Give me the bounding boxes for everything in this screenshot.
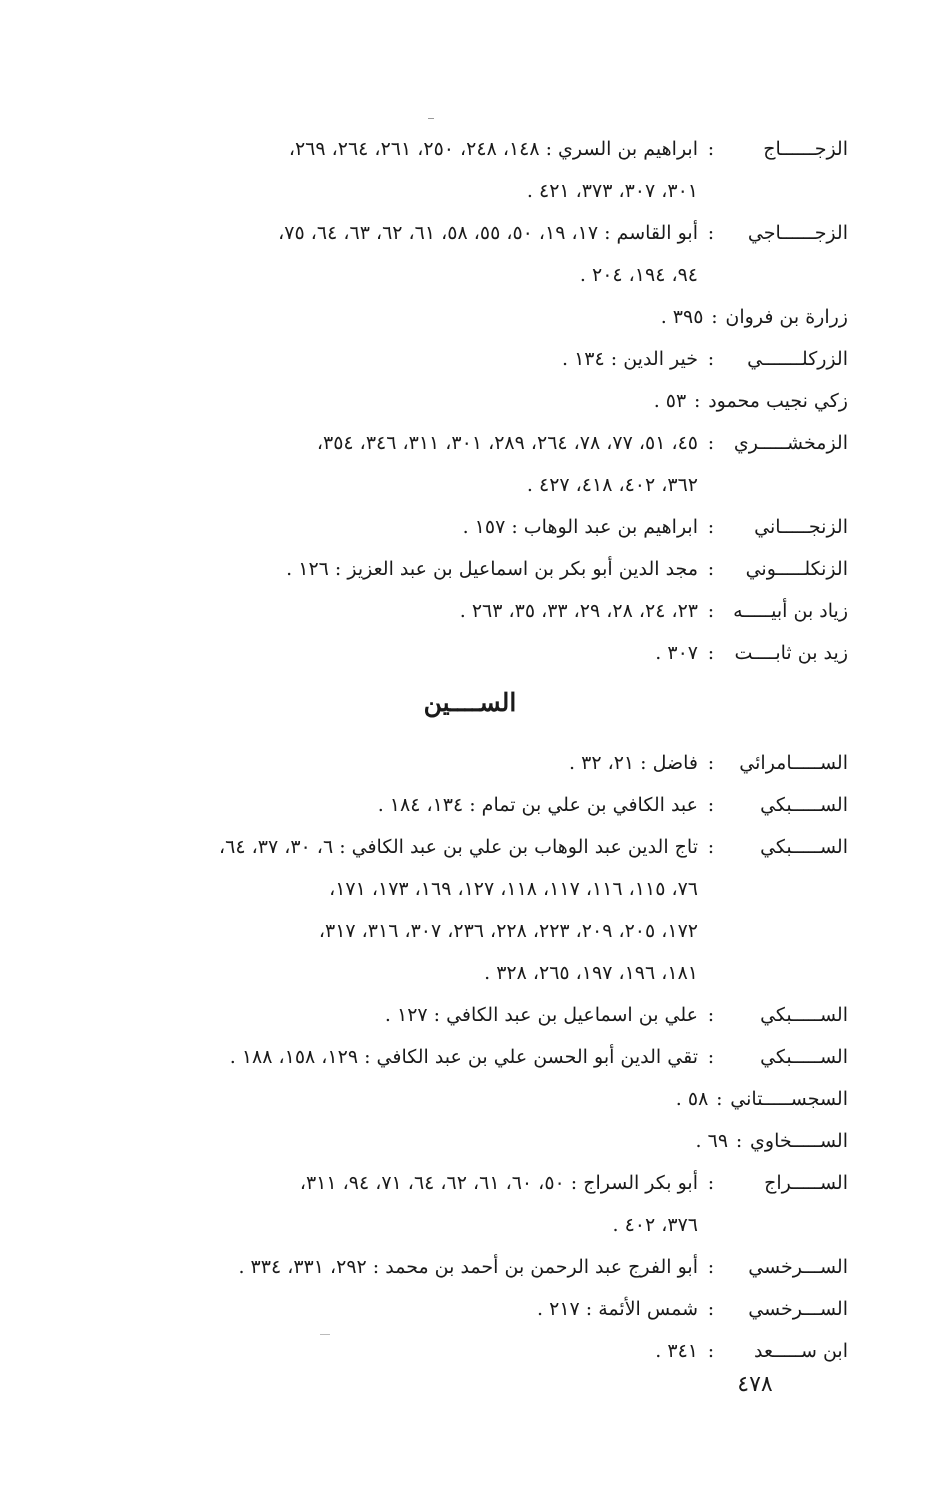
entry-name: الســـــامرائي [739,752,848,774]
index-entry [88,1036,848,1078]
entry-references [88,590,698,632]
entry-name: الزجــــــاجي [747,222,848,244]
index-section-seen [88,742,848,1372]
entry-line: ١٧٢، ٢٠٥، ٢٠٩، ٢٢٣، ٢٢٨، ٢٣٦، ٣٠٧، ٣١٦، ٣١٧، [318,920,698,942]
entry-name: الســـــبكي [760,1004,848,1026]
index-entry [88,506,848,548]
entry-name: الزنجـــــاني [754,516,848,538]
entry-line: ٦٩ . [695,1130,729,1152]
entry-line: ٩٤، ١٩٤، ٢٠٤ . [579,264,698,286]
entry-colon: : [707,1046,715,1068]
entry-name: الســـــبكي [760,836,848,858]
entry-colon: : [707,1172,715,1194]
entry-references [88,212,698,296]
entry-references [88,1246,698,1288]
entry-name: الزمخشـــــري [733,432,848,454]
entry-colon: : [735,1130,743,1152]
entry-line: أبو الفرج عبد الرحمن بن أحمد بن محمد : ٢٩٢، ٣٣١، ٣٣٤ . [238,1256,698,1278]
entry-name: الزركلـــــــي [747,348,848,370]
entry-colon: : [707,1298,715,1320]
entry-line: ٣٠٧ . [655,642,698,664]
entry-name: زكي نجيب محمود [708,390,848,412]
entry-references [88,422,698,506]
entry-line: أبو بكر السراج : ٥٠، ٦٠، ٦١، ٦٢، ٦٤، ٧١، ٩٤، ٣١١، [299,1172,698,1194]
entry-line: ٣٦٢، ٤٠٢، ٤١٨، ٤٢٧ . [526,474,698,496]
entry-colon: : [707,348,715,370]
index-entry [88,212,848,296]
entry-name: الســـرخسي [748,1298,848,1320]
entry-references [88,994,698,1036]
entry-line: ٣٤١ . [655,1340,698,1362]
entry-name: زياد بن أبيـــــه [733,600,848,622]
entry-references [88,1120,728,1162]
index-entry [88,1162,848,1246]
entry-colon: : [707,432,715,454]
entry-references [88,742,698,784]
entry-line: تقي الدين أبو الحسن علي بن عبد الكافي : ١٢٩، ١٥٨، ١٨٨ . [229,1046,698,1068]
index-entry [88,784,848,826]
entry-line: خير الدين : ١٣٤ . [562,348,698,370]
entry-references [88,296,703,338]
entry-line: ابراهيم بن عبد الوهاب : ١٥٧ . [462,516,698,538]
index-entry [88,742,848,784]
index-entry [88,296,848,338]
entry-colon: : [707,1004,715,1026]
index-entry [88,338,848,380]
entry-colon: : [707,836,715,858]
page-number: ٤٧٨ [737,1372,773,1397]
entry-line: ٥٣ . [653,390,687,412]
entry-line: ١٨١، ١٩٦، ١٩٧، ٢٦٥، ٣٢٨ . [484,962,698,984]
entry-line: علي بن اسماعيل بن عبد الكافي : ١٢٧ . [384,1004,698,1026]
entry-colon: : [707,600,715,622]
entry-line: ٣٧٦، ٤٠٢ . [612,1214,698,1236]
entry-references [88,784,698,826]
index-entry [88,1246,848,1288]
entry-line: تاج الدين عبد الوهاب بن علي بن عبد الكافي : ٦، ٣٠، ٣٧، ٦٤، [219,836,698,858]
entry-line: فاضل : ٢١، ٣٢ . [569,752,698,774]
entry-references [88,506,698,548]
entry-line: ٣٩٥ . [660,306,704,328]
index-entry [88,632,848,674]
entry-name: الســـــبكي [760,1046,848,1068]
entry-references [88,380,686,422]
entry-line: ٥٨ . [675,1088,709,1110]
entry-name: زيد بن ثابــــت [734,642,848,664]
entry-colon: : [707,1340,715,1362]
index-entry [88,548,848,590]
entry-name: الســـــخاوي [750,1130,848,1152]
scan-mark [428,118,434,119]
entry-name: الســـــراج [764,1172,848,1194]
entry-name: السجســـــتاني [730,1088,848,1110]
index-entry [88,1078,848,1120]
entry-colon: : [707,642,715,664]
entry-references [88,826,698,994]
index-entry [88,826,848,994]
entry-colon: : [707,222,715,244]
entry-name: الســـــبكي [760,794,848,816]
index-entry [88,994,848,1036]
entry-name: زرارة بن فروان [725,306,848,328]
index-entry [88,128,848,212]
entry-line: شمس الأئمة : ٢١٧ . [537,1298,698,1320]
entry-colon: : [707,138,715,160]
index-entry [88,422,848,506]
index-entry [88,1288,848,1330]
entry-references [88,1036,698,1078]
index-entry [88,380,848,422]
entry-colon: : [694,390,701,412]
index-entry [88,1330,848,1372]
entry-colon: : [707,516,715,538]
entry-line: أبو القاسم : ١٧، ١٩، ٥٠، ٥٥، ٥٨، ٦١، ٦٢، ٦٣، ٦٤، ٧٥، [278,222,698,244]
entry-line: ٤٥، ٥١، ٧٧، ٧٨، ٢٦٤، ٢٨٩، ٣٠١، ٣١١، ٣٤٦، ٣٥٤، [316,432,698,454]
entry-name: ابن ســـــعد [754,1340,848,1362]
entry-references [88,548,698,590]
entry-name: الزجــــــاج [763,138,848,160]
index-section-zay [88,128,848,674]
entry-name: الســـرخسي [748,1256,848,1278]
entry-colon: : [707,558,715,580]
section-heading-seen: الســــين [423,688,517,717]
entry-line: ابراهيم بن السري : ١٤٨، ٢٤٨، ٢٥٠، ٢٦١، ٢٦٤، ٢٦٩، [288,138,698,160]
entry-name: الزنكلـــــوني [745,558,848,580]
entry-references [88,1288,698,1330]
index-entry [88,590,848,632]
entry-colon: : [707,794,715,816]
entry-references [88,128,698,212]
entry-references [88,632,698,674]
entry-line: ٧٦، ١١٥، ١١٦، ١١٧، ١١٨، ١٢٧، ١٦٩، ١٧٣، ١٧١، [329,878,698,900]
entry-references [88,1330,698,1372]
entry-colon: : [716,1088,723,1110]
entry-line: عبد الكافي بن علي بن تمام : ١٣٤، ١٨٤ . [377,794,698,816]
entry-colon: : [707,752,715,774]
entry-references [88,338,698,380]
entry-colon: : [711,306,718,328]
entry-colon: : [707,1256,715,1278]
index-entry [88,1120,848,1162]
entry-references [88,1078,708,1120]
entry-line: ٢٣، ٢٤، ٢٨، ٢٩، ٣٣، ٣٥، ٢٦٣ . [459,600,698,622]
entry-references [88,1162,698,1246]
entry-line: ٣٠١، ٣٠٧، ٣٧٣، ٤٢١ . [526,180,698,202]
entry-line: مجد الدين أبو بكر بن اسماعيل بن عبد العزيز : ١٢٦ . [286,558,698,580]
scan-mark [320,1334,330,1335]
